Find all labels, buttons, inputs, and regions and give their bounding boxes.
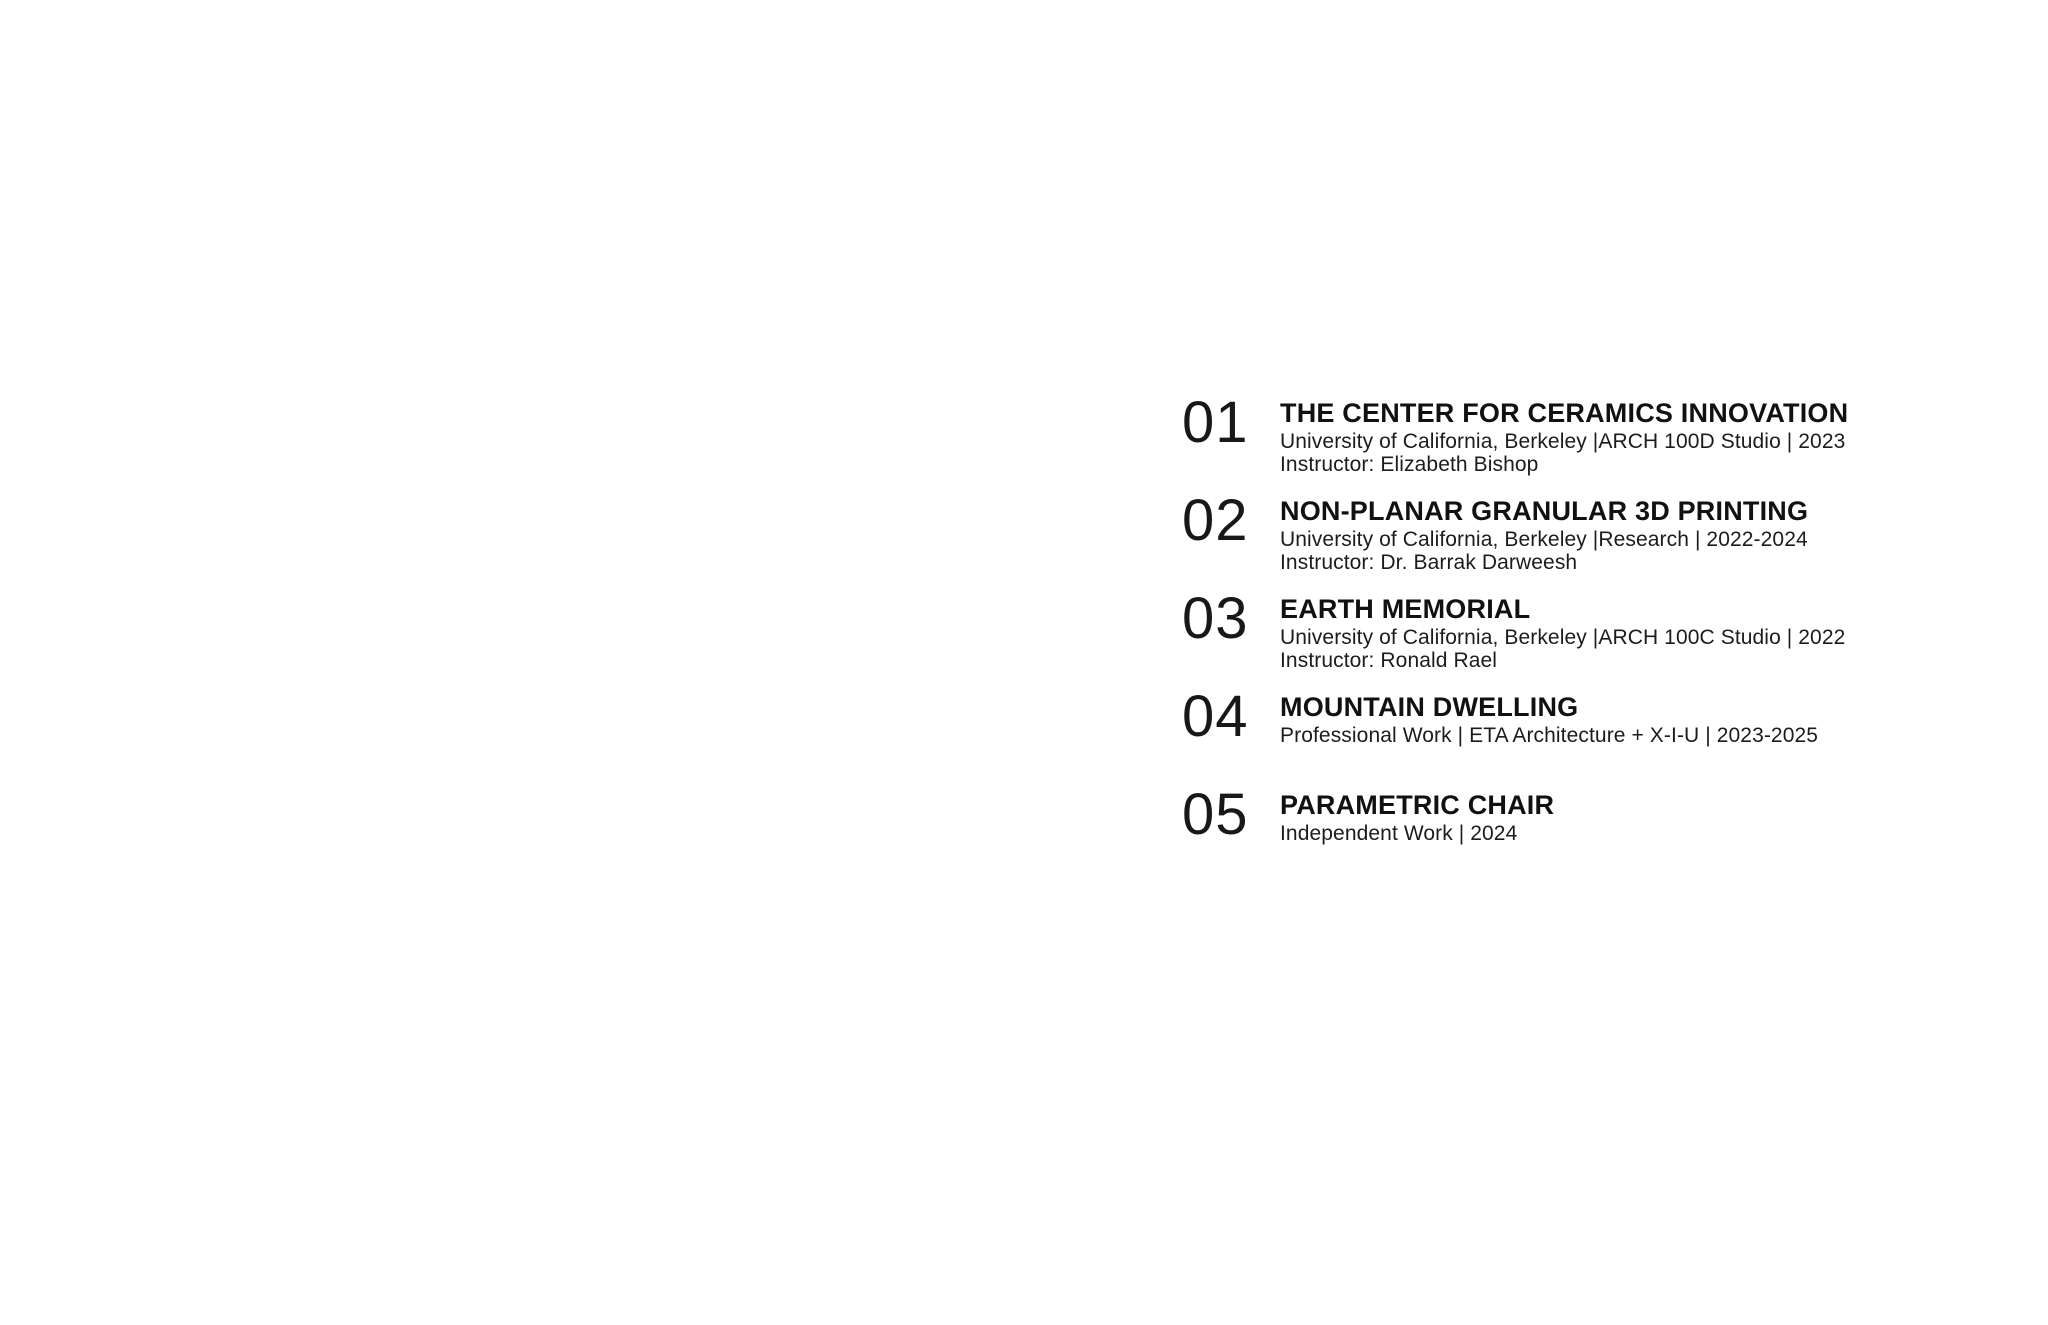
toc-item[interactable] — [1182, 684, 1882, 791]
toc-item-title: NON-PLANAR GRANULAR 3D PRINTING — [1280, 496, 1809, 526]
table-of-contents — [1182, 390, 1882, 889]
toc-item-title: THE CENTER FOR CERAMICS INNOVATION — [1280, 398, 1849, 428]
toc-item[interactable] — [1182, 782, 1882, 889]
toc-item-body — [1280, 693, 1882, 747]
toc-item-detail-line: Instructor: Dr. Barrak Darweesh — [1280, 551, 1578, 574]
toc-item-number: 02 — [1182, 488, 1249, 553]
toc-item-body — [1280, 791, 1882, 845]
toc-item[interactable] — [1182, 586, 1882, 693]
toc-item-body — [1280, 497, 1882, 574]
toc-item-body — [1280, 595, 1882, 672]
toc-item-number: 04 — [1182, 684, 1249, 749]
toc-item[interactable] — [1182, 488, 1882, 595]
toc-item-number: 01 — [1182, 390, 1249, 455]
toc-item-detail-line: Independent Work | 2024 — [1280, 822, 1518, 845]
toc-item-number: 05 — [1182, 782, 1249, 847]
toc-item-detail-line: University of California, Berkeley |ARCH 100C Studio | 2022 — [1280, 626, 1846, 649]
toc-item-title: EARTH MEMORIAL — [1280, 594, 1531, 624]
toc-item-detail-line: University of California, Berkeley |ARCH 100D Studio | 2023 — [1280, 430, 1846, 453]
toc-item-body — [1280, 399, 1882, 476]
toc-item-title: MOUNTAIN DWELLING — [1280, 692, 1579, 722]
toc-item-detail-line: Professional Work | ETA Architecture + X-I-U | 2023-2025 — [1280, 724, 1819, 747]
toc-item-number: 03 — [1182, 586, 1249, 651]
toc-item-detail-line: University of California, Berkeley |Research | 2022-2024 — [1280, 528, 1808, 551]
toc-item-detail-line: Instructor: Elizabeth Bishop — [1280, 453, 1539, 476]
toc-item[interactable] — [1182, 390, 1882, 497]
toc-item-detail-line: Instructor: Ronald Rael — [1280, 649, 1498, 672]
toc-item-title: PARAMETRIC CHAIR — [1280, 790, 1555, 820]
